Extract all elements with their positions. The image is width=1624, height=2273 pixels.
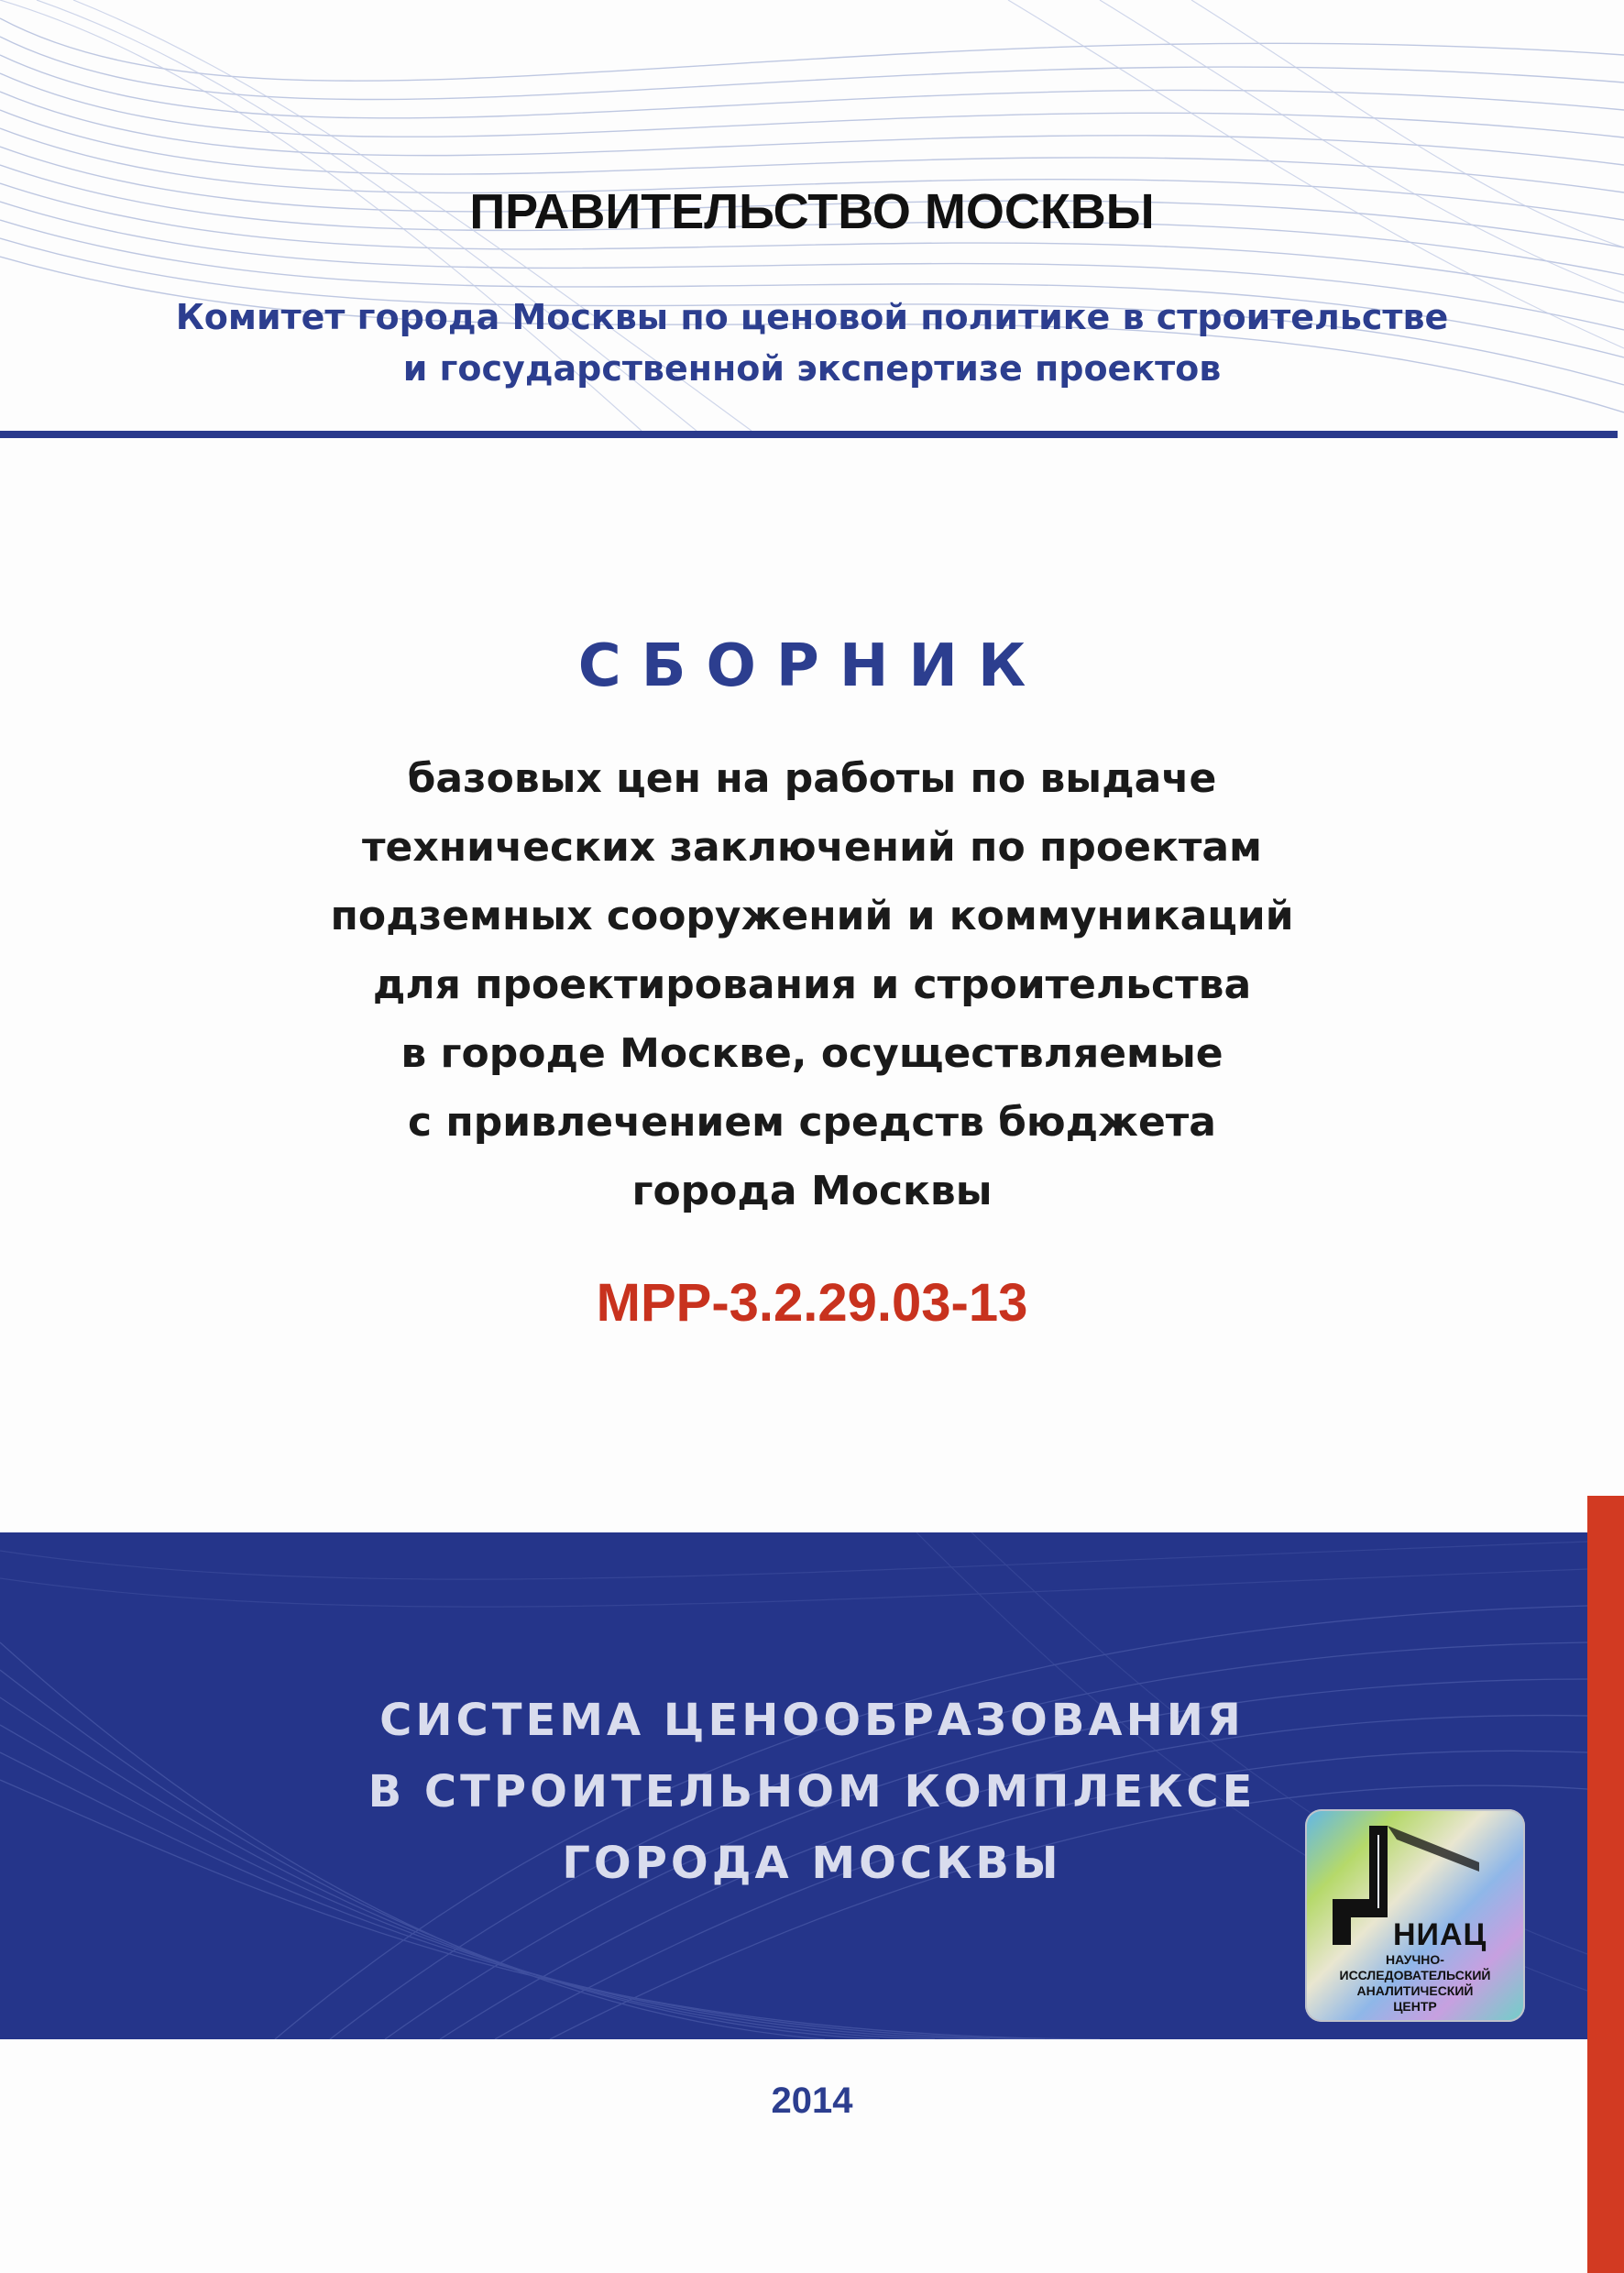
hologram-line: НАУЧНО- [1386, 1952, 1444, 1967]
series-line: ГОРОДА МОСКВЫ [562, 1838, 1062, 1889]
collection-title: СБОРНИК [577, 632, 1047, 700]
committee-name [0, 291, 1624, 394]
description-line: города Москвы [631, 1168, 993, 1214]
description-line: с привлечением средств бюджета [408, 1099, 1216, 1146]
description-line: технических заключений по проектам [362, 824, 1262, 871]
description-line: для проектирования и строительства [372, 961, 1252, 1008]
header-rule [0, 431, 1618, 438]
hologram-description [1305, 1952, 1525, 2015]
hologram-sticker [1305, 1809, 1525, 2022]
committee-line: Комитет города Москвы по ценовой политике в строительстве [175, 297, 1449, 337]
hologram-line: ИССЛЕДОВАТЕЛЬСКИЙ [1339, 1968, 1491, 1982]
description-line: в городе Москве, осуществляемые [401, 1030, 1223, 1077]
hologram-name: НИАЦ [1393, 1917, 1487, 1952]
description-line: подземных сооружений и коммуникаций [330, 893, 1294, 939]
series-line: В СТРОИТЕЛЬНОМ КОМПЛЕКСЕ [368, 1766, 1256, 1817]
government-title: ПРАВИТЕЛЬСТВО МОСКВЫ [469, 184, 1155, 239]
series-line: СИСТЕМА ЦЕНООБРАЗОВАНИЯ [379, 1695, 1245, 1746]
collection-description [0, 744, 1624, 1225]
publication-year: 2014 [771, 2081, 853, 2121]
hologram-line: ЦЕНТР [1393, 1999, 1437, 2014]
hologram-line: АНАЛИТИЧЕСКИЙ [1356, 1983, 1474, 1998]
committee-line: и государственной экспертизе проектов [402, 348, 1222, 389]
document-code: МРР-3.2.29.03-13 [596, 1273, 1028, 1333]
description-line: базовых цен на работы по выдаче [407, 755, 1217, 802]
